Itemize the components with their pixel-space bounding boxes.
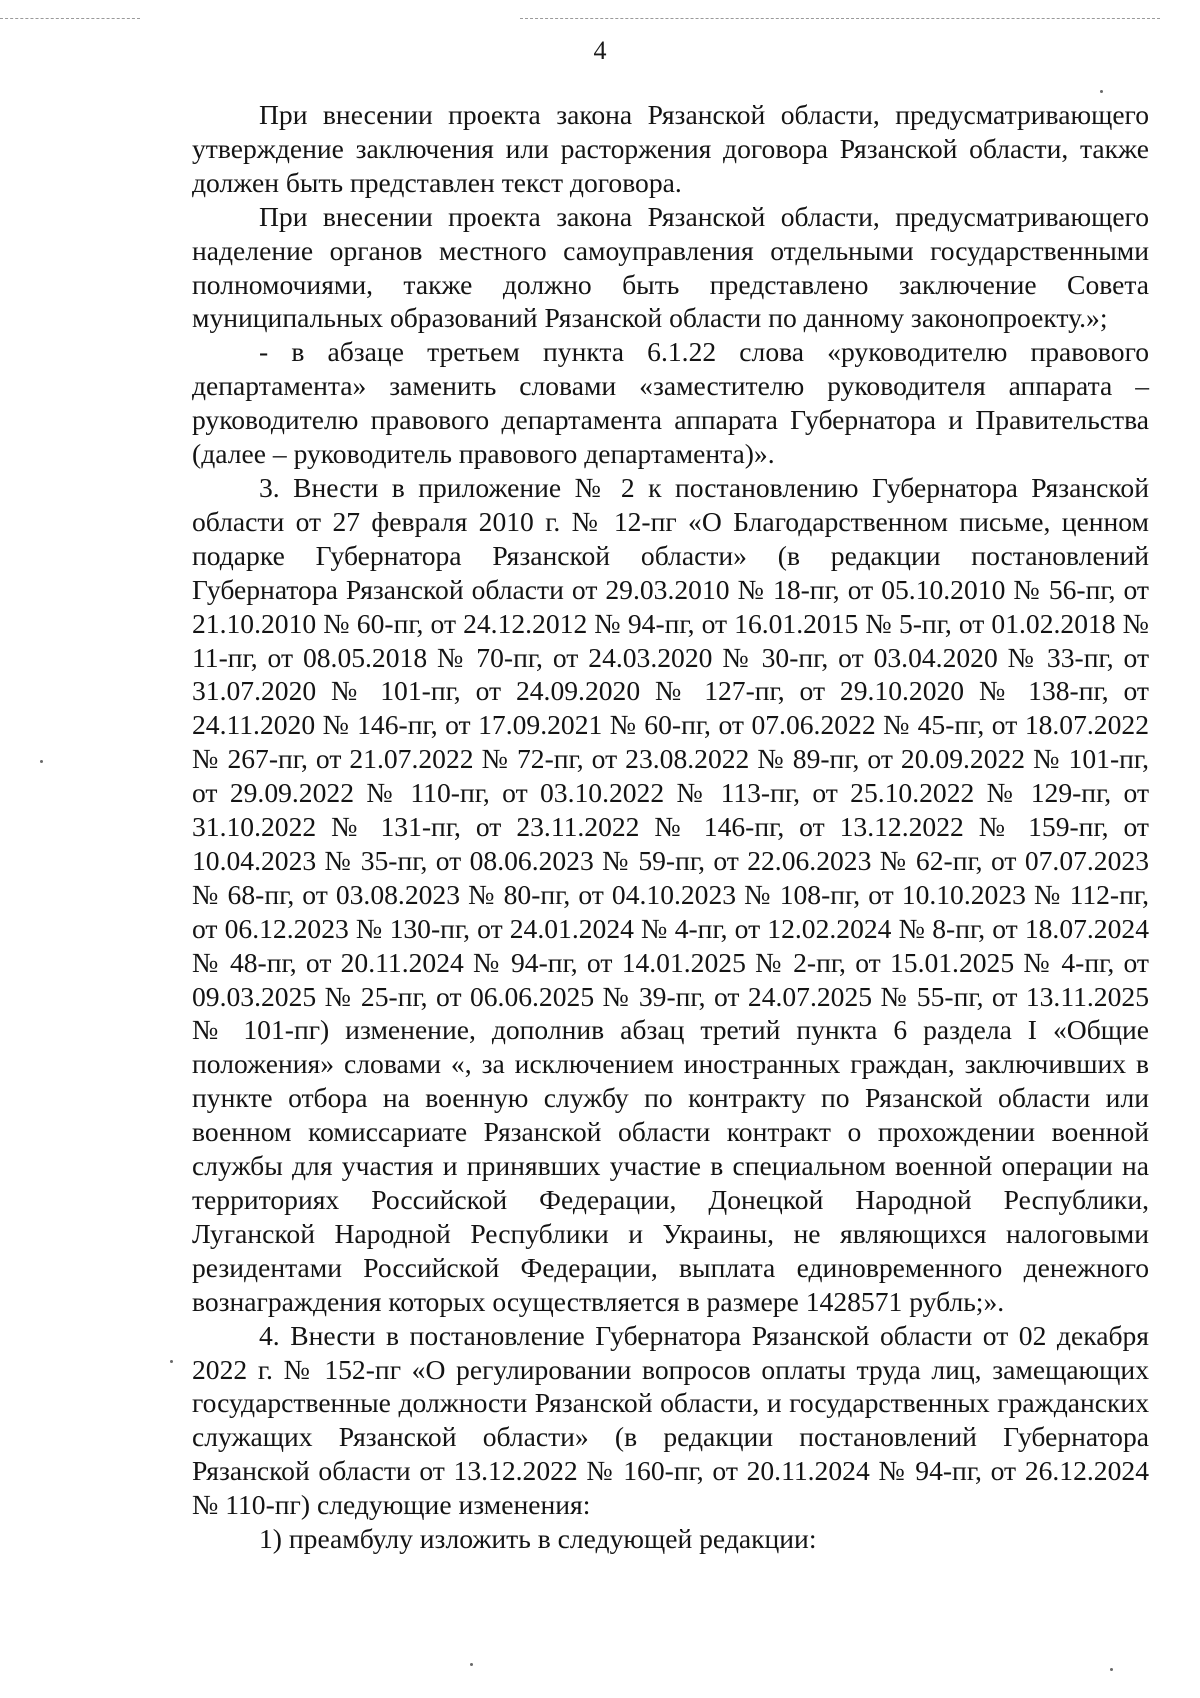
paragraph-item-3: 3. Внести в приложение № 2 к постановлению Губернатора Рязанской области от 27 февраля 2010 г. № 12-пг «О Благодарственном письме, ценном подарке Губернатора Рязанской области» (в редакции постановлений Губернатора Рязанской области от 29.03.2010 № 18-пг, от 05.10.2010 № 56-пг, от 21.10.2010 № 60-пг, от 24.12.2012 № 94-пг, от 16.01.2015 № 5-пг, от 01.02.2018 № 11-пг, от 08.05.2018 № 70-пг, от 24.03.2020 № 30-пг, от 03.04.2020 № 33-пг, от 31.07.2020 № 101-пг, от 24.09.2020 № 127-пг, от 29.10.2020 № 138-пг, от 24.11.2020 № 146-пг, от 17.09.2021 № 60-пг, от 07.06.2022 № 45-пг, от 18.07.2022 № 267-пг, от 21.07.2022 № 72-пг, от 23.08.2022 № 89-пг, от 20.09.2022 № 101-пг, от 29.09.2022 № 110-пг, от 03.10.2022 № 113-пг, от 25.10.2022 № 129-пг, от 31.10.2022 № 131-пг, от 23.11.2022 № 146-пг, от 13.12.2022 № 159-пг, от 10.04.2023 № 35-пг, от 08.06.2023 № 59-пг, от 22.06.2023 № 62-пг, от 07.07.2023 № 68-пг, от 03.08.2023 № 80-пг, от 04.10.2023 № 108-пг, от 10.10.2023 № 112-пг, от 06.12.2023 № 130-пг, от 24.01.2024 № 4-пг, от 12.02.2024 № 8-пг, от 18.07.2024 № 48-пг, от 20.11.2024 № 94-пг, от 14.01.2025 № 2-пг, от 15.01.2025 № 4-пг, от 09.03.2025 № 25-пг, от 06.06.2025 № 39-пг, от 24.07.2025 № 55-пг, от 13.11.2025 № 101-пг) изменение, дополнив абзац третий пункта 6 раздела I «Общие положения» словами «, за исключением иностранных граждан, заключивших в пункте отбора на военную службу по контракту по Рязанской области или военном комиссариате Рязанской области контракт о прохождении военной службы для участия и принявших участие в специальном военной операции на территориях Российской Федерации, Донецкой Народной Республики, Луганской Народной Республики и Украины, не являющихся налоговыми резидентами Российской Федерации, выплата единовременного денежного вознаграждения которых осуществляется в размере 1428571 рубль;». [192, 471, 1149, 1317]
scan-artifact-left [0, 18, 140, 19]
paragraph-legal-department: - в абзаце третьем пункта 6.1.22 слова «руководителю правового департамента» заменить словами «заместителю руководителя аппарата – руководителю правового департамента аппарата Губернатора и Правительства (далее – руководитель правового департамента)». [192, 336, 1149, 470]
paragraph-municipal-opinion: При внесении проекта закона Рязанской области, предусматривающего наделение органов местного самоуправления отдельными государственными полномочиями, также должно быть представлено заключение Совета муниципальных образований Рязанской области по данному законопроекту.»; [192, 200, 1149, 334]
page-number: 4 [593, 36, 607, 65]
scan-artifact-right [520, 18, 1160, 19]
paragraph-item-4: 4. Внести в постановление Губернатора Рязанской области от 02 декабря 2022 г. № 152-пг «О регулировании вопросов оплаты труда лиц, замещающих государственные должности Рязанской области, и государственных гражданских служащих Рязанской области» (в редакции постановлений Губернатора Рязанской области от 13.12.2022 № 160-пг, от 20.11.2024 № 94-пг, от 26.12.2024 № 110-пг) следующие изменения: [192, 1319, 1149, 1521]
document-body [192, 98, 1149, 1556]
scan-speck [170, 1360, 173, 1363]
scan-speck [1100, 90, 1103, 93]
paragraph-treaty-text: При внесении проекта закона Рязанской области, предусматривающего утверждение заключения или расторжения договора Рязанской области, также должен быть представлен текст договора. [192, 99, 1149, 198]
paragraph-subitem-1: 1) преамбулу изложить в следующей редакции: [259, 1523, 817, 1555]
scan-speck [1110, 1668, 1113, 1671]
scan-speck [40, 760, 43, 763]
scan-speck [470, 1663, 473, 1666]
